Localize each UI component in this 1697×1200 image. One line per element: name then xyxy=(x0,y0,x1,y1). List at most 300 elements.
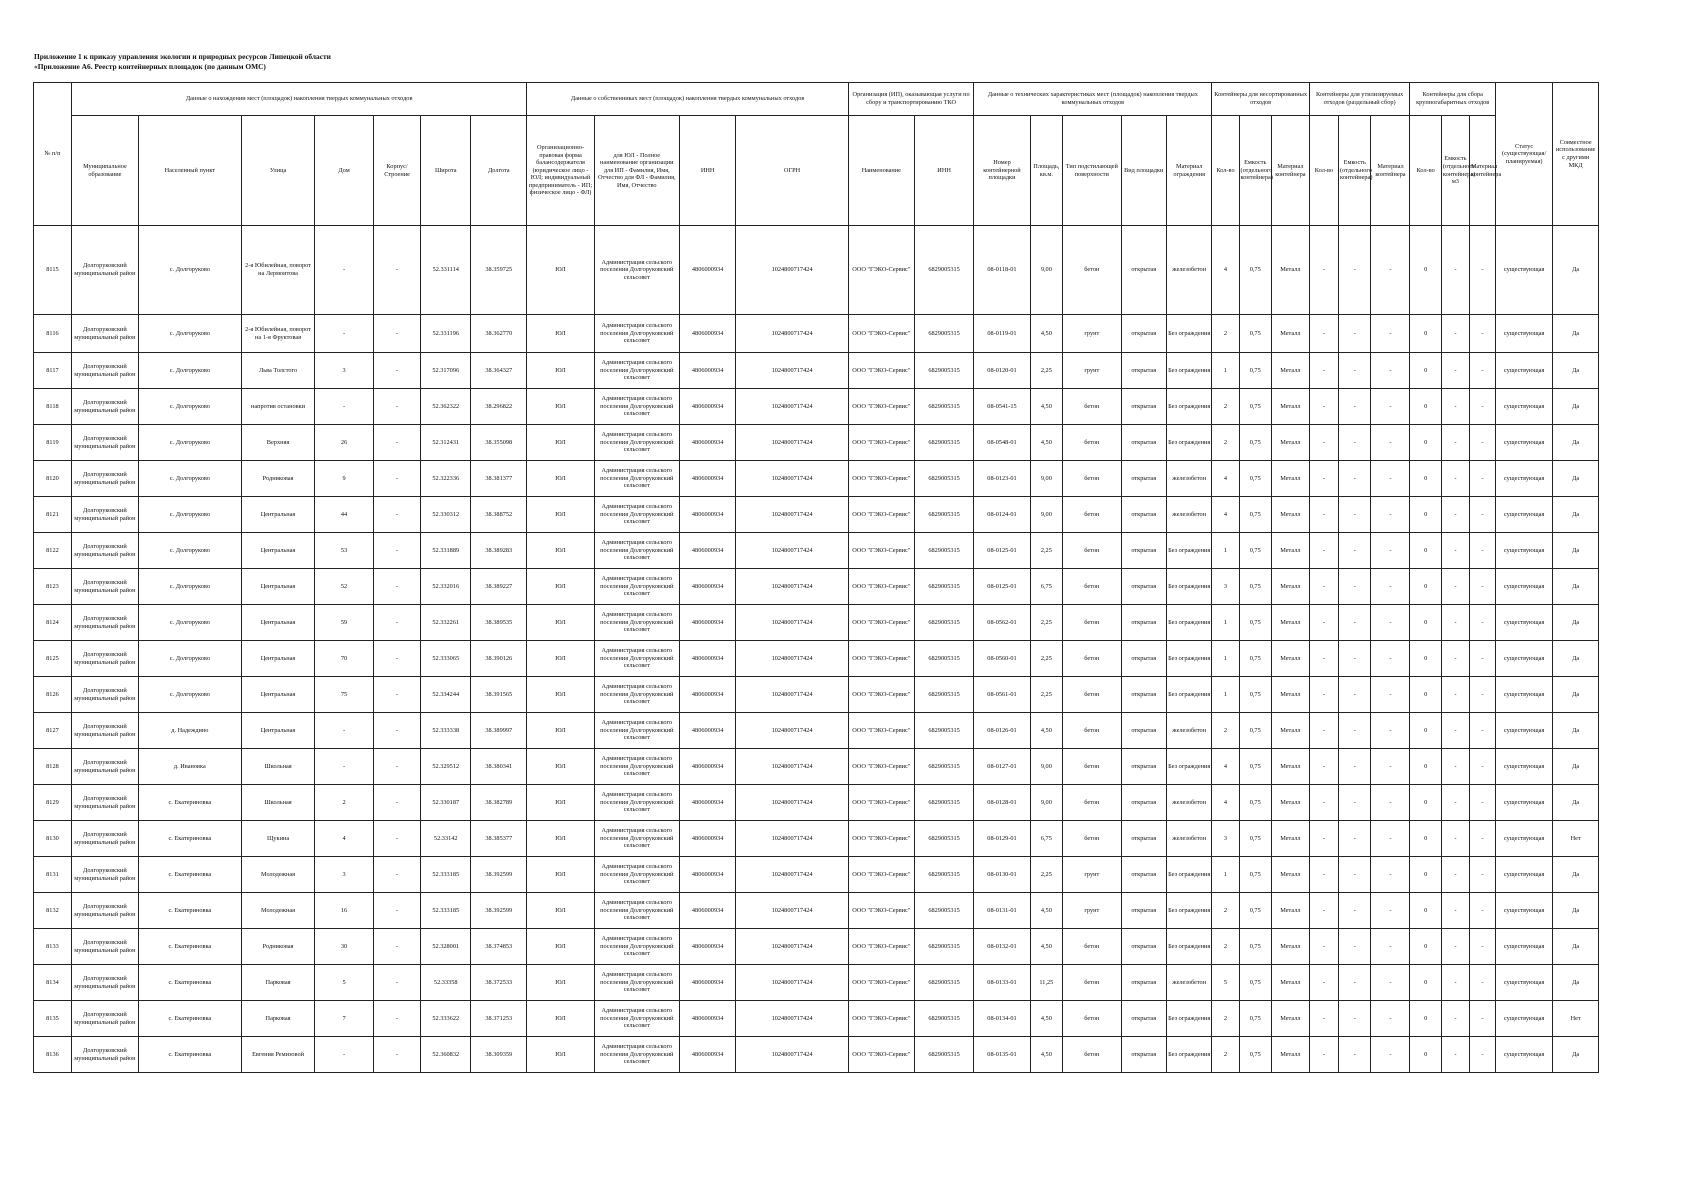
table-cell: открытая xyxy=(1121,353,1166,389)
table-cell: 9,00 xyxy=(1030,461,1062,497)
table-cell: Школьная xyxy=(241,749,315,785)
table-cell: ООО "ГЭКО-Сервис" xyxy=(848,226,914,315)
table-row xyxy=(34,425,1599,461)
table-cell: - xyxy=(1469,605,1495,641)
table-cell: ООО "ГЭКО-Сервис" xyxy=(848,353,914,389)
table-cell: ООО "ГЭКО-Сервис" xyxy=(848,425,914,461)
table-cell: бетон xyxy=(1063,713,1121,749)
table-row xyxy=(34,497,1599,533)
table-cell: существующая xyxy=(1495,857,1552,893)
table-cell: ООО "ГЭКО-Сервис" xyxy=(848,929,914,965)
table-cell: 6829005315 xyxy=(914,605,974,641)
table-cell: Без ограждения xyxy=(1166,569,1212,605)
table-cell: 1 xyxy=(1212,857,1239,893)
table-cell: 9,00 xyxy=(1030,785,1062,821)
table-cell: Без ограждения xyxy=(1166,425,1212,461)
table-cell: 08-0119-01 xyxy=(974,315,1030,353)
table-cell: 38.392599 xyxy=(471,893,527,929)
table-cell: - xyxy=(1339,425,1371,461)
table-row xyxy=(34,677,1599,713)
table-cell: - xyxy=(1469,425,1495,461)
table-cell: 59 xyxy=(315,605,373,641)
table-cell: ЮЛ xyxy=(527,749,594,785)
table-cell: Долгоруковский муниципальный район xyxy=(71,677,138,713)
table-row xyxy=(34,713,1599,749)
table-cell: - xyxy=(373,857,421,893)
table-cell: 4806000934 xyxy=(680,785,736,821)
table-cell: - xyxy=(1441,893,1469,929)
table-cell: 6829005315 xyxy=(914,749,974,785)
table-cell: - xyxy=(1339,569,1371,605)
table-cell: 8130 xyxy=(34,821,72,857)
table-cell: - xyxy=(373,389,421,425)
table-cell: ООО "ГЭКО-Сервис" xyxy=(848,533,914,569)
table-cell: - xyxy=(1309,605,1338,641)
table-cell: - xyxy=(373,821,421,857)
table-cell: Родниковая xyxy=(241,929,315,965)
table-cell: 26 xyxy=(315,425,373,461)
table-cell: 52.360832 xyxy=(421,1037,471,1073)
table-cell: Без ограждения xyxy=(1166,533,1212,569)
table-cell: - xyxy=(315,389,373,425)
table-cell: ООО "ГЭКО-Сервис" xyxy=(848,389,914,425)
table-cell: Администрация сельского поселения Долгоруковский сельсовет xyxy=(594,569,679,605)
table-cell: бетон xyxy=(1063,569,1121,605)
table-cell: 38.392599 xyxy=(471,857,527,893)
table-cell: Центральная xyxy=(241,533,315,569)
table-cell: бетон xyxy=(1063,226,1121,315)
table-cell: бетон xyxy=(1063,677,1121,713)
table-cell: Администрация сельского поселения Долгоруковский сельсовет xyxy=(594,677,679,713)
table-cell: Долгоруковский муниципальный район xyxy=(71,461,138,497)
table-cell: Без ограждения xyxy=(1166,857,1212,893)
table-cell: 4 xyxy=(1212,226,1239,315)
table-cell: 52.331114 xyxy=(421,226,471,315)
table-cell: 38.309359 xyxy=(471,1037,527,1073)
table-cell: Администрация сельского поселения Долгоруковский сельсовет xyxy=(594,497,679,533)
table-cell: 1024800717424 xyxy=(736,605,849,641)
table-cell: 08-0127-01 xyxy=(974,749,1030,785)
table-cell: - xyxy=(1371,1001,1410,1037)
table-cell: 4806000934 xyxy=(680,965,736,1001)
table-cell: 52.331889 xyxy=(421,533,471,569)
table-cell: 6829005315 xyxy=(914,226,974,315)
table-cell: 4806000934 xyxy=(680,821,736,857)
table-cell: 52.33142 xyxy=(421,821,471,857)
table-cell: ЮЛ xyxy=(527,425,594,461)
table-cell: 38.296822 xyxy=(471,389,527,425)
table-cell: 4 xyxy=(1212,497,1239,533)
table-cell: 0 xyxy=(1410,785,1441,821)
table-cell: Центральная xyxy=(241,605,315,641)
table-cell: - xyxy=(1469,713,1495,749)
table-cell: ЮЛ xyxy=(527,569,594,605)
table-cell: 53 xyxy=(315,533,373,569)
table-cell: 08-0130-01 xyxy=(974,857,1030,893)
table-cell: 38.374853 xyxy=(471,929,527,965)
table-cell: 4 xyxy=(1212,749,1239,785)
table-cell: ЮЛ xyxy=(527,857,594,893)
table-cell: Да xyxy=(1553,315,1599,353)
table-cell: 4806000934 xyxy=(680,425,736,461)
table-cell: 52.362322 xyxy=(421,389,471,425)
table-cell: 8124 xyxy=(34,605,72,641)
table-cell: Да xyxy=(1553,857,1599,893)
table-cell: Металл xyxy=(1271,533,1309,569)
table-cell: - xyxy=(1339,226,1371,315)
table-cell: Долгоруковский муниципальный район xyxy=(71,641,138,677)
col-municipality-header: Муниципальное образование xyxy=(71,116,138,226)
table-cell: 6829005315 xyxy=(914,677,974,713)
table-cell: 1024800717424 xyxy=(736,569,849,605)
table-cell: ЮЛ xyxy=(527,677,594,713)
table-cell: 0 xyxy=(1410,497,1441,533)
table-cell: Да xyxy=(1553,605,1599,641)
table-cell: 4,50 xyxy=(1030,1037,1062,1073)
table-cell: 52.333185 xyxy=(421,893,471,929)
group-bulky-containers-header: Контейнеры для сбора крупногабаритных отходов xyxy=(1410,83,1495,116)
table-cell: - xyxy=(1469,226,1495,315)
table-cell: Без ограждения xyxy=(1166,893,1212,929)
table-cell: 4806000934 xyxy=(680,315,736,353)
table-cell: Да xyxy=(1553,713,1599,749)
table-cell: 0,75 xyxy=(1239,315,1271,353)
table-cell: Долгоруковский муниципальный район xyxy=(71,425,138,461)
table-cell: - xyxy=(1469,641,1495,677)
col-mixed-volume-header: Емкость (отдельного контейнера) xyxy=(1239,116,1271,226)
table-cell: существующая xyxy=(1495,226,1552,315)
table-cell: 0 xyxy=(1410,1001,1441,1037)
table-cell: - xyxy=(1371,497,1410,533)
table-cell: 6829005315 xyxy=(914,497,974,533)
table-cell: - xyxy=(1309,713,1338,749)
table-cell: 8123 xyxy=(34,569,72,605)
table-row xyxy=(34,226,1599,315)
table-cell: - xyxy=(1441,821,1469,857)
table-cell: ЮЛ xyxy=(527,353,594,389)
table-row xyxy=(34,353,1599,389)
table-cell: 1024800717424 xyxy=(736,461,849,497)
table-cell: - xyxy=(373,533,421,569)
table-cell: 0,75 xyxy=(1239,749,1271,785)
table-cell: - xyxy=(1339,533,1371,569)
table-cell: 52.333622 xyxy=(421,1001,471,1037)
table-cell: - xyxy=(1441,315,1469,353)
table-cell: Долгоруковский муниципальный район xyxy=(71,785,138,821)
table-cell: 0 xyxy=(1410,893,1441,929)
table-cell: - xyxy=(1371,785,1410,821)
col-street-header: Улица xyxy=(241,116,315,226)
table-cell: 2,25 xyxy=(1030,677,1062,713)
table-cell: 38.389283 xyxy=(471,533,527,569)
table-cell: 2,25 xyxy=(1030,533,1062,569)
table-cell: бетон xyxy=(1063,497,1121,533)
table-cell: 08-0560-01 xyxy=(974,641,1030,677)
table-cell: Да xyxy=(1553,226,1599,315)
table-cell: ООО "ГЭКО-Сервис" xyxy=(848,857,914,893)
table-cell: 8132 xyxy=(34,893,72,929)
table-cell: - xyxy=(373,893,421,929)
table-cell: 0,75 xyxy=(1239,461,1271,497)
table-cell: - xyxy=(1371,821,1410,857)
table-cell: 08-0120-01 xyxy=(974,353,1030,389)
table-cell: - xyxy=(1371,461,1410,497)
col-ogrn-header: ОГРН xyxy=(736,116,849,226)
table-cell: - xyxy=(1309,389,1338,425)
table-cell: Нет xyxy=(1553,821,1599,857)
table-cell: 08-0126-01 xyxy=(974,713,1030,749)
table-cell: 52.330312 xyxy=(421,497,471,533)
table-cell: 0 xyxy=(1410,677,1441,713)
table-cell: Центральная xyxy=(241,641,315,677)
table-cell: Долгоруковский муниципальный район xyxy=(71,965,138,1001)
table-cell: Без ограждения xyxy=(1166,677,1212,713)
table-cell: существующая xyxy=(1495,641,1552,677)
table-cell: 4806000934 xyxy=(680,893,736,929)
table-cell: - xyxy=(1309,226,1338,315)
table-cell: 30 xyxy=(315,929,373,965)
table-cell: 8134 xyxy=(34,965,72,1001)
table-cell: 0,75 xyxy=(1239,929,1271,965)
table-cell: 0,75 xyxy=(1239,785,1271,821)
table-cell: Металл xyxy=(1271,353,1309,389)
table-cell: 4806000934 xyxy=(680,749,736,785)
table-cell: с. Долгоруково xyxy=(138,605,241,641)
table-cell: Администрация сельского поселения Долгоруковский сельсовет xyxy=(594,389,679,425)
table-cell: 52.332261 xyxy=(421,605,471,641)
table-cell: 0 xyxy=(1410,929,1441,965)
table-cell: железобетон xyxy=(1166,497,1212,533)
table-cell: существующая xyxy=(1495,749,1552,785)
table-cell: 0,75 xyxy=(1239,425,1271,461)
table-cell: Без ограждения xyxy=(1166,929,1212,965)
table-cell: 0 xyxy=(1410,1037,1441,1073)
table-cell: Без ограждения xyxy=(1166,605,1212,641)
table-cell: Евгения Ремизовой xyxy=(241,1037,315,1073)
table-cell: 1024800717424 xyxy=(736,857,849,893)
table-cell: Без ограждения xyxy=(1166,1037,1212,1073)
table-cell: 4806000934 xyxy=(680,569,736,605)
table-cell: 0,75 xyxy=(1239,713,1271,749)
table-cell: железобетон xyxy=(1166,965,1212,1001)
table-cell: - xyxy=(1469,389,1495,425)
table-cell: ЮЛ xyxy=(527,785,594,821)
table-cell: 4 xyxy=(315,821,373,857)
table-cell: 4,50 xyxy=(1030,893,1062,929)
table-cell: - xyxy=(1339,821,1371,857)
table-cell: с. Екатериновка xyxy=(138,857,241,893)
table-cell: Школьная xyxy=(241,785,315,821)
table-cell: Без ограждения xyxy=(1166,641,1212,677)
table-row xyxy=(34,315,1599,353)
table-cell: 4806000934 xyxy=(680,461,736,497)
table-cell: 4806000934 xyxy=(680,389,736,425)
group-location-header: Данные о нахождении мест (площадок) накопления твердых коммунальных отходов xyxy=(71,83,527,116)
table-cell: - xyxy=(1309,497,1338,533)
table-cell: ООО "ГЭКО-Сервис" xyxy=(848,893,914,929)
table-cell: грунт xyxy=(1063,893,1121,929)
col-operator-inn-header: ИНН xyxy=(914,116,974,226)
table-cell: 4,50 xyxy=(1030,713,1062,749)
table-cell: 1024800717424 xyxy=(736,389,849,425)
table-cell: 2-я Юбилейная, поворот на 1-я Фруктовая xyxy=(241,315,315,353)
group-operator-header: Организация (ИП), оказывающая услуги по сбору и транспортированию ТКО xyxy=(848,83,974,116)
table-cell: 0,75 xyxy=(1239,821,1271,857)
table-cell: 0,75 xyxy=(1239,641,1271,677)
table-cell: Щукина xyxy=(241,821,315,857)
table-cell: 6829005315 xyxy=(914,1001,974,1037)
col-bulky-volume-header: Емкость (отдельного контейнера) м3 xyxy=(1441,116,1469,226)
table-cell: бетон xyxy=(1063,1001,1121,1037)
table-cell: 8118 xyxy=(34,389,72,425)
table-cell: - xyxy=(1339,497,1371,533)
table-cell: открытая xyxy=(1121,1001,1166,1037)
table-cell: 38.372533 xyxy=(471,965,527,1001)
table-cell: с. Долгоруково xyxy=(138,353,241,389)
table-cell: - xyxy=(1441,713,1469,749)
table-cell: - xyxy=(1309,425,1338,461)
table-cell: 0 xyxy=(1410,389,1441,425)
table-cell: - xyxy=(1469,353,1495,389)
table-cell: Долгоруковский муниципальный район xyxy=(71,389,138,425)
col-settlement-header: Населенный пункт xyxy=(138,116,241,226)
table-cell: - xyxy=(1309,893,1338,929)
col-mixed-count-header: Кол-во xyxy=(1212,116,1239,226)
table-cell: напротив остановки xyxy=(241,389,315,425)
table-cell: 52.331196 xyxy=(421,315,471,353)
table-cell: существующая xyxy=(1495,425,1552,461)
table-cell: существующая xyxy=(1495,497,1552,533)
table-cell: - xyxy=(1371,389,1410,425)
table-cell: 9,00 xyxy=(1030,497,1062,533)
table-cell: открытая xyxy=(1121,713,1166,749)
table-cell: 4806000934 xyxy=(680,533,736,569)
table-row xyxy=(34,605,1599,641)
table-cell: - xyxy=(1469,497,1495,533)
table-cell: 8126 xyxy=(34,677,72,713)
table-cell: 5 xyxy=(315,965,373,1001)
table-cell: 1024800717424 xyxy=(736,1037,849,1073)
table-cell: 1024800717424 xyxy=(736,785,849,821)
table-cell: Металл xyxy=(1271,569,1309,605)
table-cell: - xyxy=(315,1037,373,1073)
table-cell: - xyxy=(315,226,373,315)
table-cell: 2 xyxy=(315,785,373,821)
table-cell: - xyxy=(1339,1001,1371,1037)
table-cell: - xyxy=(1371,569,1410,605)
table-cell: - xyxy=(1469,785,1495,821)
table-cell: 8117 xyxy=(34,353,72,389)
table-cell: Металл xyxy=(1271,226,1309,315)
table-cell: 2,25 xyxy=(1030,857,1062,893)
table-cell: 1 xyxy=(1212,677,1239,713)
table-cell: Долгоруковский муниципальный район xyxy=(71,857,138,893)
table-cell: 16 xyxy=(315,893,373,929)
table-cell: 38.362770 xyxy=(471,315,527,353)
table-cell: Администрация сельского поселения Долгоруковский сельсовет xyxy=(594,461,679,497)
table-cell: 0 xyxy=(1410,821,1441,857)
table-cell: 2 xyxy=(1212,389,1239,425)
table-cell: ООО "ГЭКО-Сервис" xyxy=(848,965,914,1001)
table-cell: открытая xyxy=(1121,226,1166,315)
table-cell: Родниковая xyxy=(241,461,315,497)
table-cell: - xyxy=(1371,857,1410,893)
table-cell: 1 xyxy=(1212,641,1239,677)
table-cell: железобетон xyxy=(1166,785,1212,821)
table-cell: 1024800717424 xyxy=(736,713,849,749)
table-cell: Администрация сельского поселения Долгоруковский сельсовет xyxy=(594,929,679,965)
table-cell: 4806000934 xyxy=(680,353,736,389)
table-cell: - xyxy=(1441,1037,1469,1073)
table-cell: с. Долгоруково xyxy=(138,226,241,315)
table-cell: 8131 xyxy=(34,857,72,893)
table-cell: 4 xyxy=(1212,785,1239,821)
table-row xyxy=(34,821,1599,857)
table-cell: - xyxy=(1371,226,1410,315)
table-row xyxy=(34,641,1599,677)
table-cell: с. Долгоруково xyxy=(138,677,241,713)
table-cell: 0 xyxy=(1410,569,1441,605)
table-cell: с. Екатериновка xyxy=(138,1037,241,1073)
table-row xyxy=(34,533,1599,569)
table-cell: 0,75 xyxy=(1239,389,1271,425)
table-cell: 6829005315 xyxy=(914,425,974,461)
table-cell: 3 xyxy=(315,353,373,389)
table-cell: 38.391565 xyxy=(471,677,527,713)
table-cell: 4806000934 xyxy=(680,713,736,749)
table-cell: открытая xyxy=(1121,677,1166,713)
table-cell: ЮЛ xyxy=(527,1037,594,1073)
table-cell: - xyxy=(1441,785,1469,821)
table-cell: Металл xyxy=(1271,785,1309,821)
table-cell: 3 xyxy=(315,857,373,893)
table-cell: - xyxy=(1441,533,1469,569)
table-cell: ООО "ГЭКО-Сервис" xyxy=(848,785,914,821)
table-cell: Администрация сельского поселения Долгоруковский сельсовет xyxy=(594,605,679,641)
table-cell: - xyxy=(373,461,421,497)
col-bulky-count-header: Кол-во xyxy=(1410,116,1441,226)
table-cell: 6829005315 xyxy=(914,353,974,389)
table-cell: 08-0562-01 xyxy=(974,605,1030,641)
table-cell: Металл xyxy=(1271,315,1309,353)
col-mixed-material-header: Материал контейнера xyxy=(1271,116,1309,226)
table-cell: 38.382789 xyxy=(471,785,527,821)
table-cell: 1024800717424 xyxy=(736,965,849,1001)
table-cell: Центральная xyxy=(241,713,315,749)
table-cell: 0 xyxy=(1410,226,1441,315)
table-cell: 38.381377 xyxy=(471,461,527,497)
col-num-header: № п/п xyxy=(34,83,72,226)
table-cell: 44 xyxy=(315,497,373,533)
table-cell: железобетон xyxy=(1166,461,1212,497)
table-cell: 08-0541-15 xyxy=(974,389,1030,425)
col-area-header: Площадь, кв.м. xyxy=(1030,116,1062,226)
table-cell: открытая xyxy=(1121,857,1166,893)
table-cell: 1 xyxy=(1212,353,1239,389)
col-building-header: Корпус/Строение xyxy=(373,116,421,226)
table-cell: открытая xyxy=(1121,461,1166,497)
table-cell: Парковая xyxy=(241,965,315,1001)
table-cell: 2 xyxy=(1212,425,1239,461)
table-cell: ООО "ГЭКО-Сервис" xyxy=(848,641,914,677)
table-cell: ЮЛ xyxy=(527,965,594,1001)
table-cell: - xyxy=(1441,749,1469,785)
table-cell: - xyxy=(1469,893,1495,929)
table-cell: 1024800717424 xyxy=(736,929,849,965)
table-cell: 2,25 xyxy=(1030,641,1062,677)
table-cell: открытая xyxy=(1121,605,1166,641)
table-cell: открытая xyxy=(1121,893,1166,929)
